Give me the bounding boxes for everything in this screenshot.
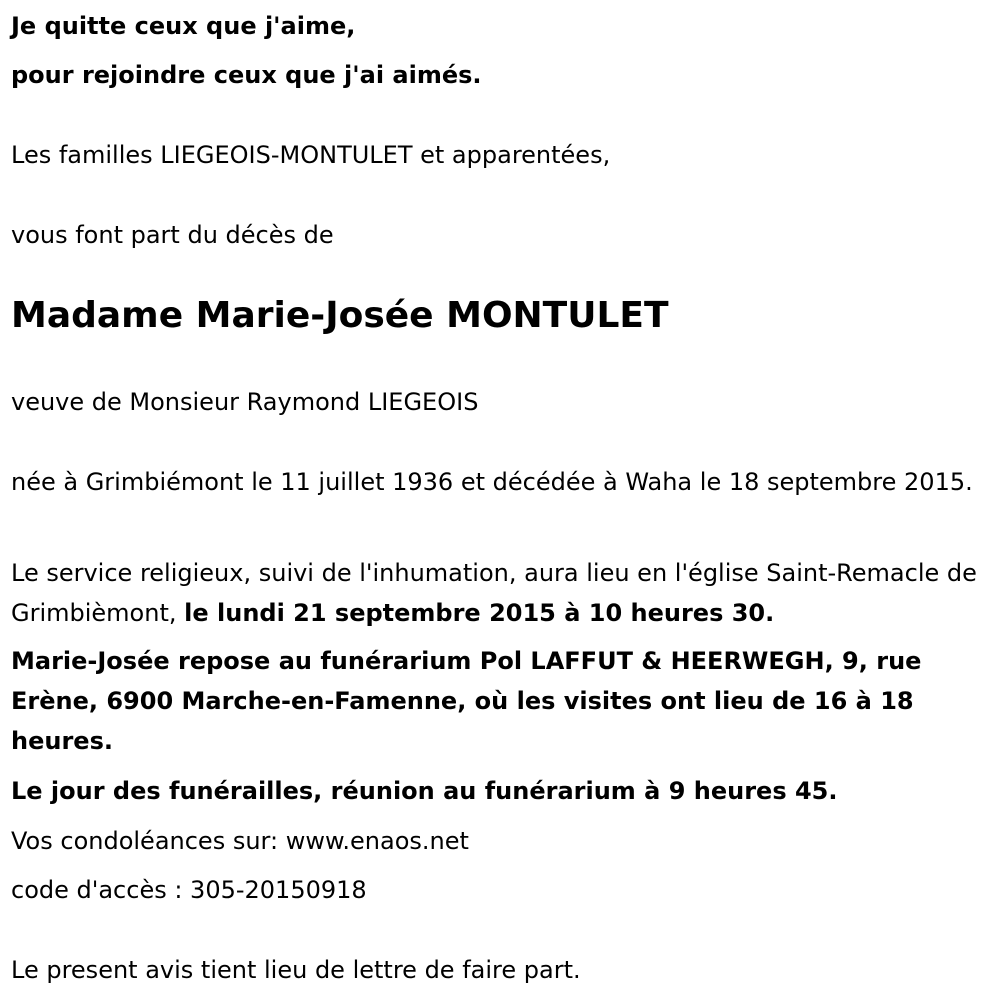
families-announcement: Les familles LIEGEOIS-MONTULET et apparentées, [11, 141, 611, 169]
service-info [11, 553, 986, 633]
funeral-meeting: Le jour des funérailles, réunion au funérarium à 9 heures 45. [11, 777, 838, 805]
birth-death-info: née à Grimbiémont le 11 juillet 1936 et décédée à Waha le 18 septembre 2015. [11, 468, 973, 496]
condolences-website: Vos condoléances sur: www.enaos.net [11, 827, 469, 855]
closing-note: Le present avis tient lieu de lettre de faire part. [11, 956, 581, 984]
service-text: Le service religieux, suivi de l'inhumation, aura lieu en l'église Saint-Remacle de Grimbièmont, [11, 559, 977, 627]
service-datetime: le lundi 21 septembre 2015 à 10 heures 30. [184, 599, 775, 627]
funerarium-info: Marie-Josée repose au funérarium Pol LAFFUT & HEERWEGH, 9, rue Erène, 6900 Marche-en-Famenne, où les visites ont lieu de 16 à 18 heures. [11, 647, 922, 755]
quote-line-1: Je quitte ceux que j'aime, [11, 12, 356, 40]
quote-line-2: pour rejoindre ceux que j'ai aimés. [11, 61, 482, 89]
deceased-name: Madame Marie-Josée MONTULET [11, 295, 669, 336]
spouse-line: veuve de Monsieur Raymond LIEGEOIS [11, 388, 479, 416]
access-code: code d'accès : 305-20150918 [11, 876, 367, 904]
announcement-intro: vous font part du décès de [11, 221, 334, 249]
